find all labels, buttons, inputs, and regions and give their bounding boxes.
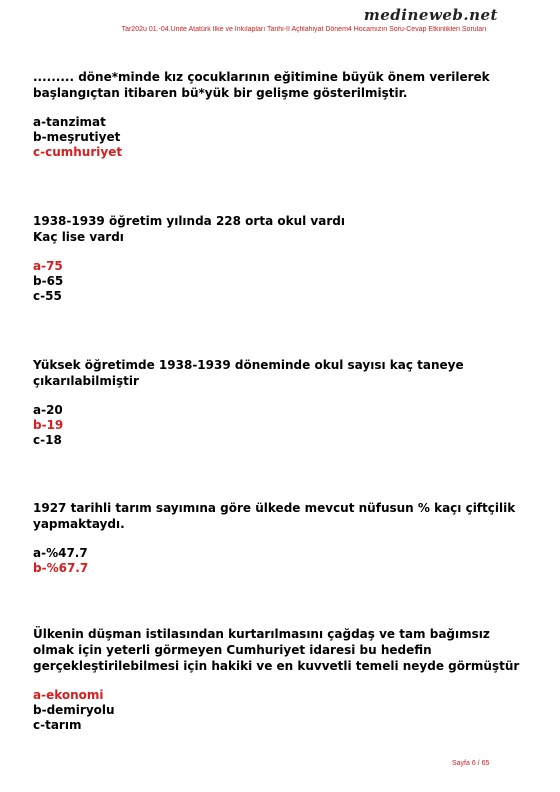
option-b: b-meşrutiyet [33,130,121,144]
question-text [33,69,533,101]
option-c: c-18 [33,433,62,447]
question-text [33,213,533,245]
question-line: Yüksek öğretimde 1938-1939 döneminde okul sayısı kaç taneye [33,358,464,372]
question-line: 1927 tarihli tarım sayımına göre ülkede mevcut nüfusun % kaçı çiftçilik [33,501,516,515]
question-text [33,500,533,532]
option-c-correct: c-cumhuriyet [33,145,123,159]
question-block [33,357,533,500]
question-line: Kaç lise vardı [33,230,124,244]
option-a: a-tanzimat [33,115,106,129]
question-block [33,500,533,626]
option-b: b-demiryolu [33,703,115,717]
question-line: çıkarılabilmiştir [33,374,139,388]
question-line: olmak için yeterli görmeyen Cumhuriyet idaresi bu hedefin [33,643,432,657]
question-line: Ülkenin düşman istilasından kurtarılmasını çağdaş ve tam bağımsız [33,627,490,641]
option-b-correct: b-19 [33,418,64,432]
option-a-correct: a-75 [33,259,63,273]
option-b: b-65 [33,274,64,288]
question-line: ......... döne*minde kız çocuklarının eğitimine büyük önem verilerek [33,70,490,84]
question-text [33,357,533,389]
option-a-correct: a-ekonomi [33,688,104,702]
question-block [33,626,533,733]
site-watermark: medineweb.net [363,6,498,24]
page-number: Sayfa 6 / 65 [452,760,490,767]
option-a: a-%47.7 [33,546,88,560]
question-list [33,69,533,733]
option-a: a-20 [33,403,63,417]
question-line: gerçekleştirilebilmesi için hakiki ve en kuvvetli temeli neyde görmüştür [33,659,520,673]
document-header: Tar202u 01.-04.Ünite Atatürk İlke ve İnkılapları Tarihi-II Açfilahiyat Dönem4 Hocamızın Soru-Cevap Etkinlikleri Soruları [121,26,487,33]
option-b-correct: b-%67.7 [33,561,89,575]
option-c: c-tarım [33,718,82,732]
question-line: yapmaktaydı. [33,517,125,531]
question-block [33,213,533,357]
question-line: 1938-1939 öğretim yılında 228 orta okul vardı [33,214,345,228]
question-block [33,69,533,213]
question-text [33,626,533,674]
option-c: c-55 [33,289,62,303]
question-line: başlangıçtan itibaren bü*yük bir gelişme gösterilmiştir. [33,86,408,100]
